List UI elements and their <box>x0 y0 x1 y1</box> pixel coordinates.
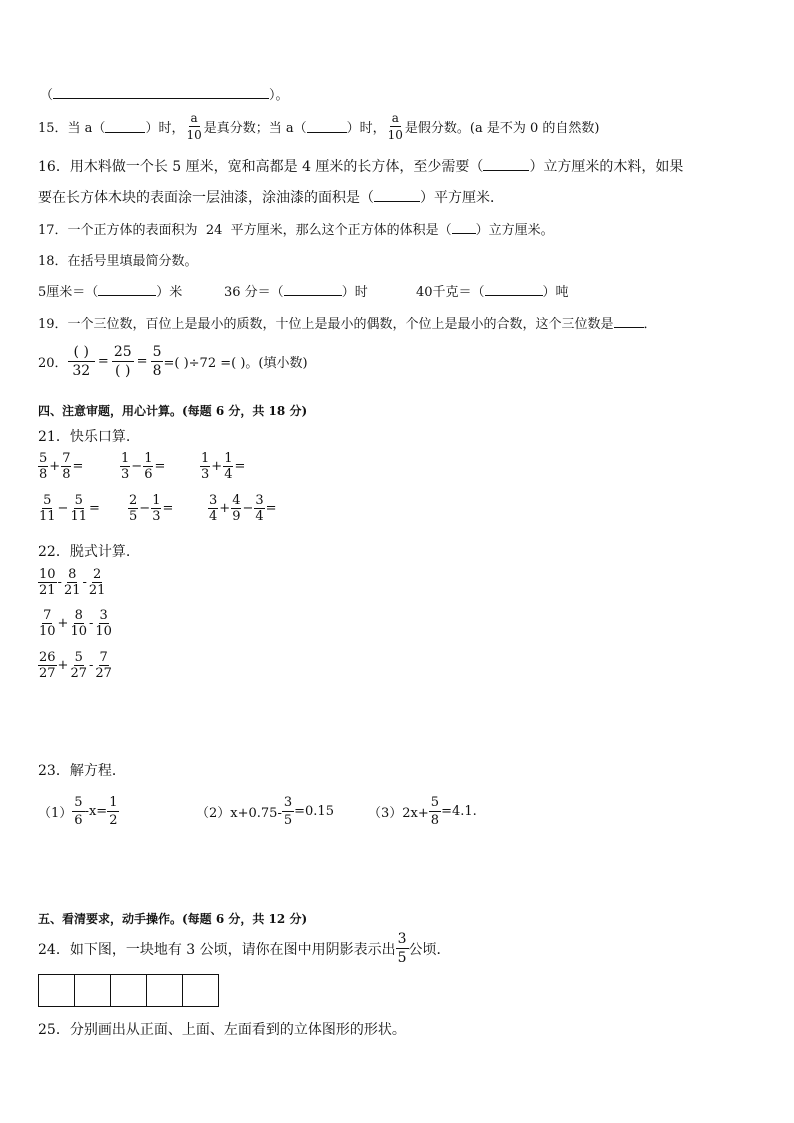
fraction-blank-over-32: $\frac{( )}{32}$ <box>68 345 95 378</box>
land-grid <box>38 974 219 1007</box>
grid-cell[interactable] <box>146 974 183 1007</box>
question-15: 15．当 a（ ）时， $\frac{a}{10}$ 是真分数；当 a（ ）时， $\frac{a}{10}$ 是假分数。(a 是不为 0 的自然数) <box>38 111 600 142</box>
q22-expr-3: $\frac{26}{27}$ + $\frac{5}{27}$ - $\frac{7}{27}$ <box>39 650 112 681</box>
answer-blank[interactable] <box>284 284 342 296</box>
fraction-25-over-blank: $\frac{25}{( )}$ <box>113 344 132 379</box>
fraction-5-over-8: $\frac{5}{8}$ <box>152 344 162 379</box>
section-5-heading: 五、看清要求，动手操作。(每题 6 分，共 12 分) <box>38 912 308 926</box>
answer-blank[interactable] <box>614 316 644 328</box>
q21-expr-3: $\frac{1}{3}$ + $\frac{1}{4}$ = <box>201 451 246 482</box>
q14-answer-line: （ ）。 <box>40 88 289 103</box>
answer-blank[interactable] <box>485 284 543 296</box>
question-18-item3: 40千克＝（ ）吨 <box>416 285 569 300</box>
question-16-line1: 16．用木料做一个长 5 厘米，宽和高都是 4 厘米的长方体，至少需要（ ）立方厘米的木料，如果 <box>38 159 684 175</box>
answer-blank[interactable] <box>98 284 156 296</box>
question-17: 17．一个正方体的表面积为 24 平方厘米，那么这个正方体的体积是（ ）立方厘米。 <box>38 223 554 238</box>
grid-cell[interactable] <box>74 974 111 1007</box>
fraction: $\frac{a}{10}$ <box>186 111 202 142</box>
q22-expr-1: $\frac{10}{21}$ - $\frac{8}{21}$ - $\frac{2}{21}$ <box>39 567 106 598</box>
q21-expr-4: $\frac{5}{11}$ − $\frac{5}{11}$ = <box>39 493 100 524</box>
q21-expr-2: $\frac{1}{3}$ − $\frac{1}{6}$ = <box>121 451 166 482</box>
answer-blank[interactable] <box>53 87 269 99</box>
section-4-heading: 四、注意审题，用心计算。(每题 6 分，共 18 分) <box>38 404 308 418</box>
question-22-title: 22．脱式计算. <box>38 544 131 560</box>
question-18-item2: 36 分＝（ ）时 <box>224 285 368 300</box>
q21-expr-6: $\frac{3}{4}$ + $\frac{4}{9}$ − $\frac{3}{4}$ = <box>209 493 277 524</box>
question-16-line2: 要在长方体木块的表面涂一层油漆，涂油漆的面积是（ ）平方厘米． <box>38 190 504 206</box>
question-20: 20． $\frac{( )}{32}$ = $\frac{25}{( )}$ = $\frac{5}{8}$ =( )÷72 =( )。(填小数) <box>38 344 308 379</box>
answer-blank[interactable] <box>374 190 420 202</box>
q23-equation-3: （3）2x+ $\frac{5}{8}$ =4.1. <box>368 795 477 828</box>
question-25: 25．分别画出从正面、上面、左面看到的立体图形的形状。 <box>38 1022 406 1038</box>
answer-blank[interactable] <box>483 159 529 171</box>
q21-expr-5: $\frac{2}{5}$ − $\frac{1}{3}$ = <box>129 493 174 524</box>
question-19: 19．一个三位数，百位上是最小的质数，十位上是最小的偶数，个位上是最小的合数，这个三位数是 ． <box>38 317 657 332</box>
question-23-title: 23．解方程． <box>38 763 126 779</box>
answer-blank[interactable] <box>105 121 145 133</box>
answer-blank[interactable] <box>452 222 476 234</box>
fraction: $\frac{a}{10}$ <box>387 111 403 142</box>
q23-equation-1: （1） $\frac{5}{6}$ -x= $\frac{1}{2}$ <box>38 795 118 828</box>
question-21-title: 21．快乐口算. <box>38 429 131 445</box>
q23-equation-2: （2）x+0.75- $\frac{3}{5}$ =0.15 <box>196 795 334 828</box>
q22-expr-2: $\frac{7}{10}$ + $\frac{8}{10}$ - $\frac{3}{10}$ <box>39 608 112 639</box>
q21-expr-1: $\frac{5}{8}$ + $\frac{7}{8}$ = <box>39 451 84 482</box>
question-18-item1: 5厘米＝（ ）米 <box>38 285 183 300</box>
grid-cell[interactable] <box>182 974 219 1007</box>
question-18-title: 18．在括号里填最简分数。 <box>38 254 198 269</box>
grid-cell[interactable] <box>110 974 147 1007</box>
grid-cell[interactable] <box>38 974 75 1007</box>
answer-blank[interactable] <box>307 121 347 133</box>
question-24: 24．如下图，一块地有 3 公顷，请你在图中用阴影表示出 $\frac{3}{5}$ 公顷． <box>38 931 451 966</box>
